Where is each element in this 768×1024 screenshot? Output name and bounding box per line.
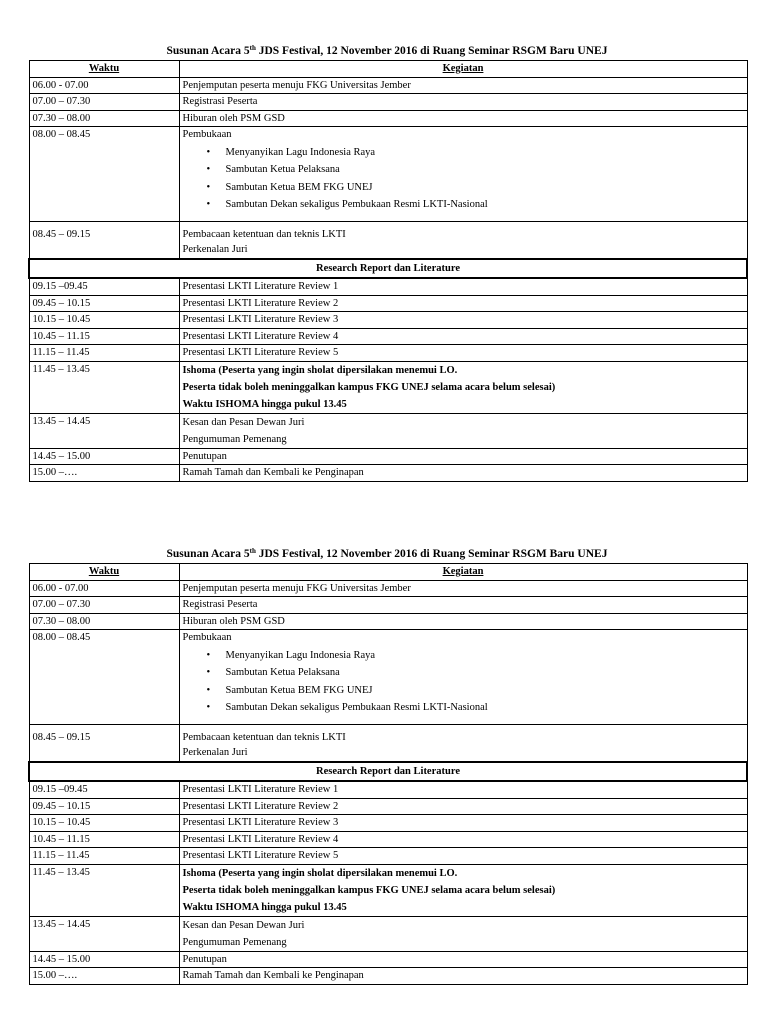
activity-cell: Presentasi LKTI Literature Review 5 (179, 848, 747, 865)
activity-cell (179, 127, 747, 222)
time-cell: 07.00 – 07.30 (29, 597, 179, 614)
time-cell: 08.45 – 09.15 (29, 724, 179, 762)
table-row (29, 815, 747, 832)
activity-cell: Registrasi Peserta (179, 597, 747, 614)
briefing-line: Pembacaan ketentuan dan teknis LKTI (182, 731, 346, 743)
table-row-opening (29, 630, 747, 725)
time-cell: 09.15 –09.45 (29, 781, 179, 798)
schedule-title: Susunan Acara 5th JDS Festival, 12 November 2016 di Ruang Seminar RSGM Baru UNEJ (166, 44, 608, 57)
table-row (29, 94, 747, 111)
time-cell: 15.00 –…. (29, 465, 179, 482)
ishoma-line: Ishoma (Peserta yang ingin sholat dipersilakan menemui LO. (182, 364, 458, 376)
activity-cell: Hiburan oleh PSM GSD (179, 613, 747, 630)
activity-cell: Presentasi LKTI Literature Review 4 (179, 328, 747, 345)
table-row-ishoma (29, 864, 747, 916)
bullet-icon: • (206, 702, 211, 713)
activity-cell: Presentasi LKTI Literature Review 1 (179, 278, 747, 295)
activity-cell (179, 916, 747, 951)
time-cell: 10.15 – 10.45 (29, 312, 179, 329)
bullet-icon: • (206, 199, 211, 210)
activity-cell: Presentasi LKTI Literature Review 2 (179, 295, 747, 312)
table-row (29, 77, 747, 94)
time-cell: 06.00 - 07.00 (29, 580, 179, 597)
list-item: • Sambutan Dekan sekaligus Pembukaan Resmi LKTI-Nasional (183, 699, 744, 717)
schedule-table (28, 563, 748, 985)
time-cell: 06.00 - 07.00 (29, 77, 179, 94)
table-row-judges (29, 413, 747, 448)
ishoma-line: Waktu ISHOMA hingga pukul 13.45 (182, 901, 347, 913)
bullet-icon: • (206, 649, 211, 661)
opening-label: Pembukaan (182, 129, 232, 140)
bullet-icon: • (206, 667, 211, 678)
time-cell: 13.45 – 14.45 (29, 916, 179, 951)
activity-cell: Presentasi LKTI Literature Review 1 (179, 781, 747, 798)
list-item: • Sambutan Ketua BEM FKG UNEJ (183, 682, 744, 700)
table-row (29, 781, 747, 798)
schedule-copy-1 (28, 44, 746, 482)
table-row-ishoma (29, 361, 747, 413)
activity-cell: Ramah Tamah dan Kembali ke Penginapan (179, 465, 747, 482)
table-row (29, 831, 747, 848)
bullet-icon: • (206, 684, 211, 696)
activity-cell: Penutupan (179, 448, 747, 465)
list-item: • Sambutan Ketua BEM FKG UNEJ (183, 179, 744, 197)
time-cell: 14.45 – 15.00 (29, 951, 179, 968)
time-cell: 11.45 – 13.45 (29, 864, 179, 916)
ishoma-line: Peserta tidak boleh meninggalkan kampus FKG UNEJ selama acara belum selesai) (182, 381, 556, 393)
time-cell: 08.45 – 09.15 (29, 221, 179, 259)
table-row (29, 328, 747, 345)
table-row-judges (29, 916, 747, 951)
header-activity: Kegiatan (179, 564, 747, 581)
list-item: • Menyanyikan Lagu Indonesia Raya (183, 647, 744, 665)
bullet-icon: • (206, 164, 211, 175)
schedule-table (28, 60, 748, 482)
table-row (29, 848, 747, 865)
activity-cell: Registrasi Peserta (179, 94, 747, 111)
briefing-line: Perkenalan Juri (182, 244, 248, 255)
table-row (29, 798, 747, 815)
section-row (29, 259, 747, 279)
time-cell: 07.00 – 07.30 (29, 94, 179, 111)
table-row (29, 448, 747, 465)
time-cell: 08.00 – 08.45 (29, 630, 179, 725)
table-row (29, 345, 747, 362)
time-cell: 07.30 – 08.00 (29, 613, 179, 630)
briefing-line: Pembacaan ketentuan dan teknis LKTI (182, 228, 346, 240)
activity-cell: Penjemputan peserta menuju FKG Universitas Jember (179, 77, 747, 94)
time-cell: 10.45 – 11.15 (29, 328, 179, 345)
table-row (29, 312, 747, 329)
opening-bullet-list (183, 144, 744, 214)
table-row (29, 110, 747, 127)
table-row (29, 278, 747, 295)
time-cell: 10.15 – 10.45 (29, 815, 179, 832)
activity-cell: Presentasi LKTI Literature Review 3 (179, 312, 747, 329)
table-row (29, 465, 747, 482)
time-cell: 13.45 – 14.45 (29, 413, 179, 448)
header-time: Waktu (29, 564, 179, 581)
section-heading: Research Report dan Literature (29, 259, 747, 279)
time-cell: 07.30 – 08.00 (29, 110, 179, 127)
table-row (29, 580, 747, 597)
activity-cell (179, 864, 747, 916)
list-item: • Sambutan Ketua Pelaksana (183, 161, 744, 179)
table-row-briefing (29, 724, 747, 762)
activity-cell: Presentasi LKTI Literature Review 4 (179, 831, 747, 848)
judges-line: Kesan dan Pesan Dewan Juri (182, 919, 305, 931)
activity-cell: Presentasi LKTI Literature Review 5 (179, 345, 747, 362)
ishoma-line: Peserta tidak boleh meninggalkan kampus FKG UNEJ selama acara belum selesai) (182, 884, 556, 896)
ishoma-line: Ishoma (Peserta yang ingin sholat dipersilakan menemui LO. (182, 867, 458, 879)
bullet-icon: • (206, 181, 211, 193)
time-cell: 15.00 –…. (29, 968, 179, 985)
table-row (29, 613, 747, 630)
list-item: • Sambutan Dekan sekaligus Pembukaan Resmi LKTI-Nasional (183, 196, 744, 214)
time-cell: 11.45 – 13.45 (29, 361, 179, 413)
header-activity: Kegiatan (179, 61, 747, 78)
opening-label: Pembukaan (182, 632, 232, 643)
time-cell: 11.15 – 11.45 (29, 848, 179, 865)
table-row-briefing (29, 221, 747, 259)
header-time: Waktu (29, 61, 179, 78)
time-cell: 10.45 – 11.15 (29, 831, 179, 848)
header-row (29, 564, 747, 581)
bullet-icon: • (206, 146, 211, 158)
time-cell: 09.15 –09.45 (29, 278, 179, 295)
time-cell: 09.45 – 10.15 (29, 798, 179, 815)
ishoma-line: Waktu ISHOMA hingga pukul 13.45 (182, 398, 347, 410)
activity-cell (179, 630, 747, 725)
activity-cell: Penjemputan peserta menuju FKG Universitas Jember (179, 580, 747, 597)
time-cell: 11.15 – 11.45 (29, 345, 179, 362)
judges-line: Pengumuman Pemenang (182, 936, 287, 948)
table-row (29, 295, 747, 312)
table-row (29, 951, 747, 968)
judges-line: Pengumuman Pemenang (182, 433, 287, 445)
time-cell: 09.45 – 10.15 (29, 295, 179, 312)
activity-cell: Ramah Tamah dan Kembali ke Penginapan (179, 968, 747, 985)
header-row (29, 61, 747, 78)
opening-bullet-list (183, 647, 744, 717)
activity-cell (179, 724, 747, 762)
list-item: • Menyanyikan Lagu Indonesia Raya (183, 144, 744, 162)
time-cell: 14.45 – 15.00 (29, 448, 179, 465)
section-row (29, 762, 747, 782)
list-item: • Sambutan Ketua Pelaksana (183, 664, 744, 682)
section-heading: Research Report dan Literature (29, 762, 747, 782)
schedule-copy-2 (28, 547, 746, 985)
activity-cell: Penutupan (179, 951, 747, 968)
table-row (29, 968, 747, 985)
activity-cell (179, 221, 747, 259)
schedule-title: Susunan Acara 5th JDS Festival, 12 November 2016 di Ruang Seminar RSGM Baru UNEJ (166, 547, 608, 560)
activity-cell (179, 413, 747, 448)
activity-cell (179, 361, 747, 413)
table-row-opening (29, 127, 747, 222)
briefing-line: Perkenalan Juri (182, 747, 248, 758)
time-cell: 08.00 – 08.45 (29, 127, 179, 222)
table-row (29, 597, 747, 614)
activity-cell: Presentasi LKTI Literature Review 2 (179, 798, 747, 815)
activity-cell: Presentasi LKTI Literature Review 3 (179, 815, 747, 832)
activity-cell: Hiburan oleh PSM GSD (179, 110, 747, 127)
judges-line: Kesan dan Pesan Dewan Juri (182, 416, 305, 428)
